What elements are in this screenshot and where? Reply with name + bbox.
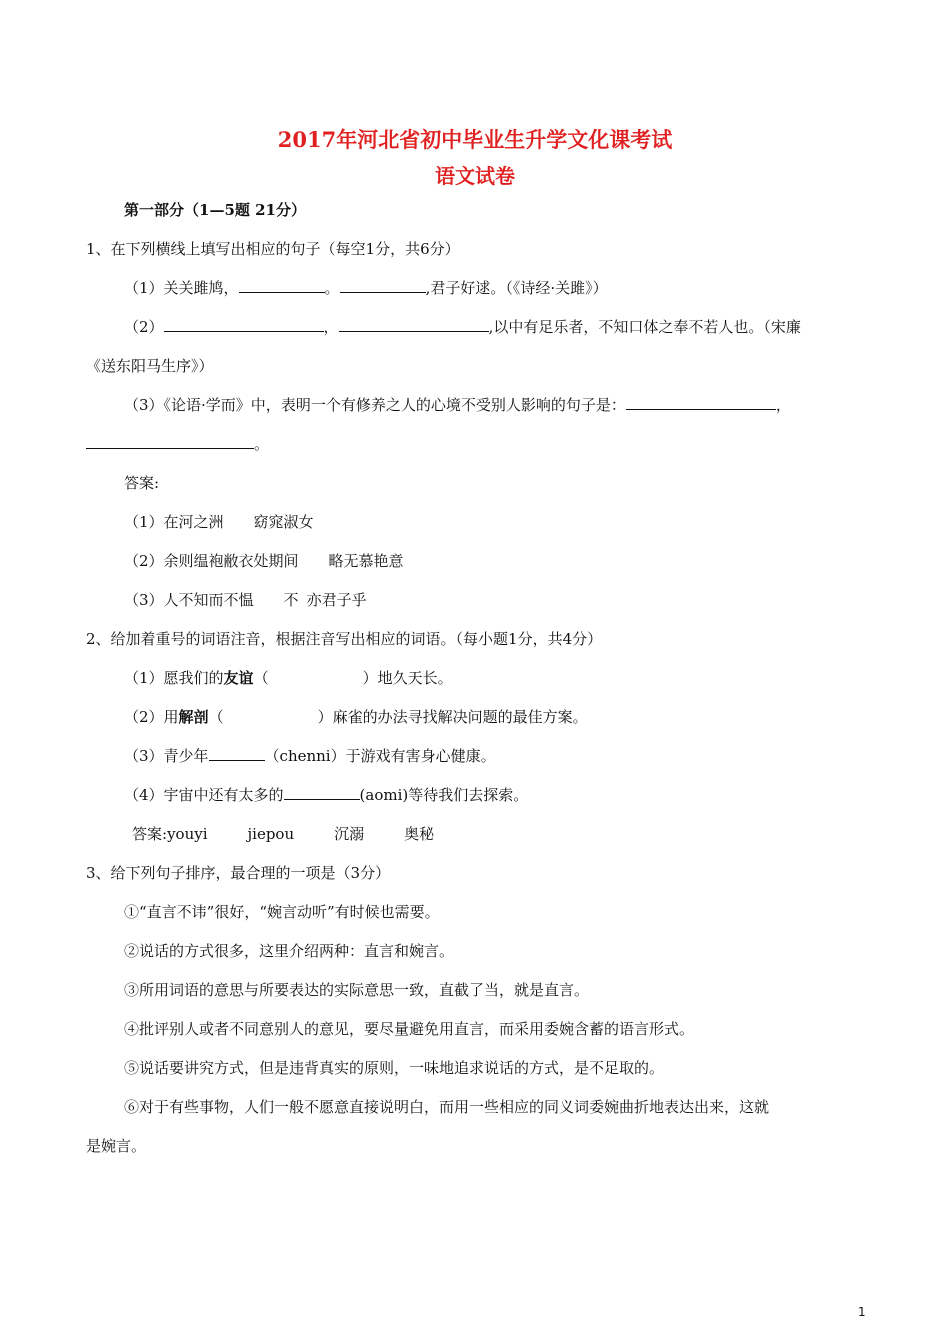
q2-item-2: （2）用解剖（ ）麻雀的办法寻找解决问题的最佳方案。 — [124, 708, 588, 726]
q3-stem: 3、给下列句子排序，最合理的一项是（3分） — [86, 864, 391, 882]
fill-blank[interactable] — [209, 746, 265, 761]
q3-sentence-6: ⑥对于有些事物，人们一般不愿意直接说明白，而用一些相应的同义词委婉曲折地表达出来，这就 — [124, 1098, 770, 1116]
emphasized-word: 解剖 — [178, 708, 209, 726]
q1-answer-label: 答案: — [124, 474, 160, 492]
q1-stem: 1、在下列横线上填写出相应的句子（每空1分，共6分） — [86, 240, 460, 258]
fill-blank[interactable] — [86, 434, 254, 449]
q2-item-1: （1）愿我们的友谊（ ）地久天长。 — [124, 669, 453, 687]
q1-item-2: （2） ， ,以中有足乐者，不知口体之奉不若人也。（宋廉 — [124, 318, 801, 336]
q3-sentence-5: ⑤说话要讲究方式，但是违背真实的原则，一味地追求说话的方式，是不足取的。 — [124, 1059, 665, 1077]
q2-stem: 2、给加着重号的词语注音，根据注音写出相应的词语。（每小题1分，共4分） — [86, 630, 603, 648]
fill-blank[interactable] — [164, 317, 324, 332]
q3-sentence-1: ①“直言不讳”很好，“婉言动听”有时候也需要。 — [124, 903, 440, 921]
fill-blank[interactable] — [239, 278, 325, 293]
q1-item-1: （1）关关雎鸠， 。 ,君子好逑。（《诗经·关雎》） — [124, 279, 608, 297]
q2-item-3: （3）青少年 （chenni）于游戏有害身心健康。 — [124, 747, 496, 765]
q2-answer: 答案:youyi jiepou 沉溺 奥秘 — [132, 825, 435, 843]
q3-sentence-6-cont: 是婉言。 — [86, 1137, 147, 1155]
q1-answer-1: （1）在河之洲 窈窕淑女 — [124, 513, 314, 531]
part-one-heading: 第一部分（1—5题 21分） — [124, 201, 306, 219]
exam-title: 2017年河北省初中毕业生升学文化课考试 — [277, 127, 673, 152]
q2-item-4: （4）宇宙中还有太多的 (aomi)等待我们去探索。 — [124, 786, 529, 804]
emphasized-word: 友谊 — [223, 669, 254, 687]
q1-answer-2: （2）余则缊袍敝衣处期间 略无慕艳意 — [124, 552, 404, 570]
fill-blank[interactable] — [626, 395, 776, 410]
q3-sentence-3: ③所用词语的意思与所要表达的实际意思一致，直截了当，就是直言。 — [124, 981, 590, 999]
q1-item-3-cont: 。 — [86, 434, 269, 454]
fill-blank[interactable] — [340, 278, 426, 293]
q1-item-2-source: 《送东阳马生序》） — [86, 357, 214, 375]
page-number: 1 — [858, 1305, 866, 1319]
fill-blank[interactable] — [284, 785, 360, 800]
fill-blank[interactable] — [339, 317, 489, 332]
q1-answer-3: （3）人不知而不愠 不 亦君子乎 — [124, 591, 367, 609]
q3-sentence-4: ④批评别人或者不同意别人的意见，要尽量避免用直言，而采用委婉含蓄的语言形式。 — [124, 1020, 695, 1038]
q3-sentence-2: ②说话的方式很多，这里介绍两种：直言和婉言。 — [124, 942, 455, 960]
exam-subtitle: 语文试卷 — [435, 164, 515, 188]
q1-item-3: （3）《论语·学而》中，表明一个有修养之人的心境不受别人影响的句子是： ， — [124, 396, 791, 414]
